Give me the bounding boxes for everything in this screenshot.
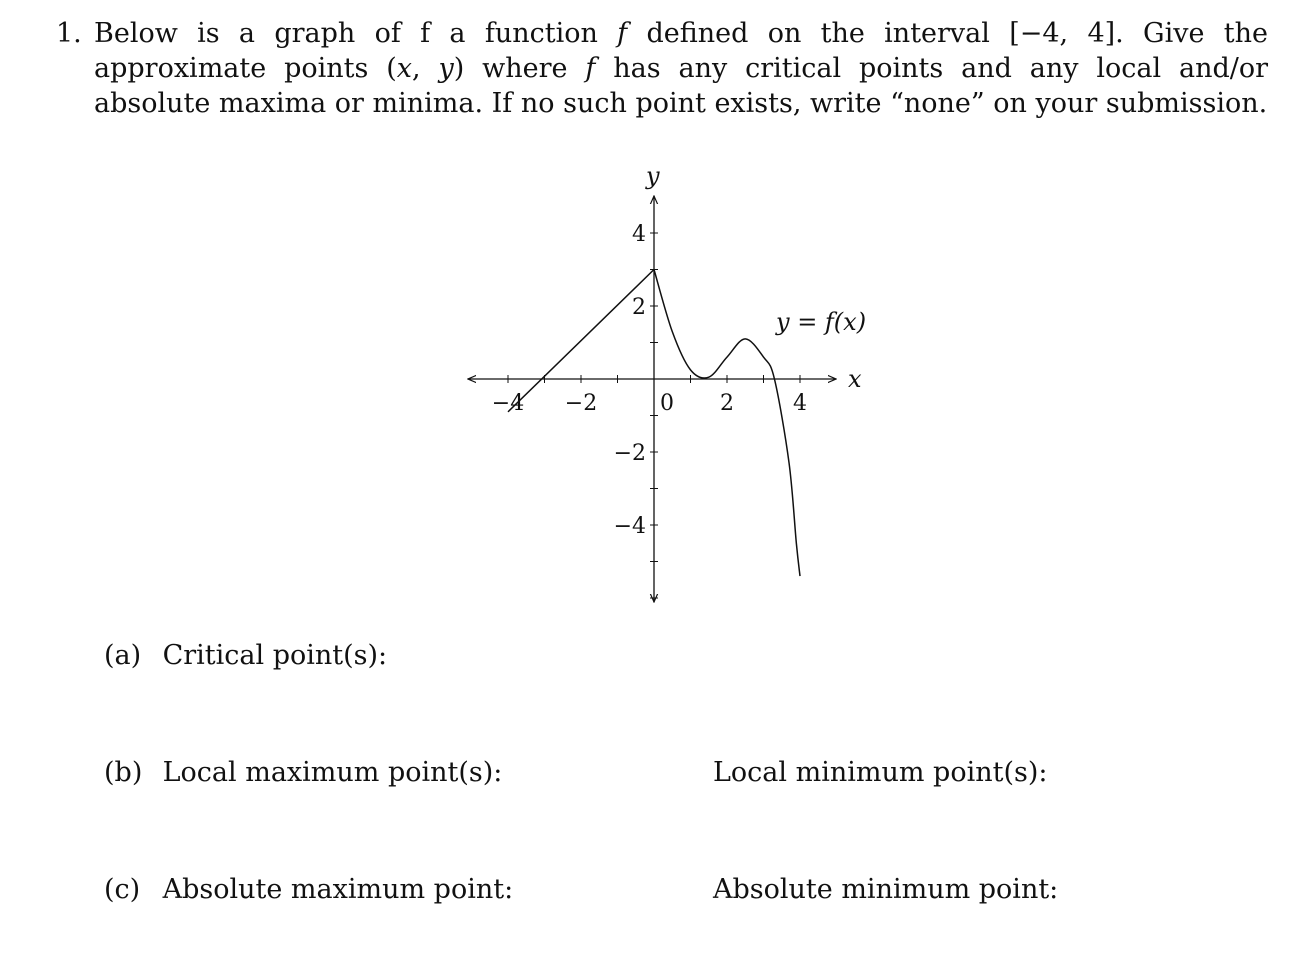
problem-statement: Below is a graph of f a function f defined on the interval [−4, 4]. Give the approximate points (x, y) where f has any critical points and any local and/or absolute maxima or minima. If no such point exists, write “none” on your submission. — [94, 18, 1269, 119]
local-max-label: Local maximum point(s): — [162, 757, 503, 788]
part-c-marker: (c) — [104, 874, 141, 905]
part-b — [104, 755, 502, 790]
function-graph — [420, 150, 940, 620]
x-tick-label: 0 — [660, 391, 674, 416]
x-tick-label: −4 — [491, 391, 525, 416]
y-tick-label: 2 — [632, 295, 646, 320]
abs-max-label: Absolute maximum point: — [162, 874, 514, 905]
part-a — [104, 638, 387, 673]
problem-number: 1. — [56, 18, 82, 49]
part-a-marker: (a) — [104, 640, 142, 671]
part-c — [104, 872, 513, 907]
curve-label: y = f(x) — [776, 308, 867, 336]
part-b-marker: (b) — [104, 757, 143, 788]
x-tick-label: 4 — [793, 391, 807, 416]
x-tick-label: −2 — [564, 391, 598, 416]
abs-min-label: Absolute minimum point: — [713, 874, 1059, 905]
y-axis-label: y — [646, 162, 660, 190]
critical-points-label: Critical point(s): — [162, 640, 388, 671]
local-min-label: Local minimum point(s): — [713, 757, 1048, 788]
y-tick-label: 4 — [632, 222, 646, 247]
x-axis-label: x — [848, 365, 862, 393]
y-tick-label: −4 — [613, 514, 646, 539]
x-tick-label: 2 — [720, 391, 734, 416]
y-tick-label: −2 — [613, 441, 646, 466]
